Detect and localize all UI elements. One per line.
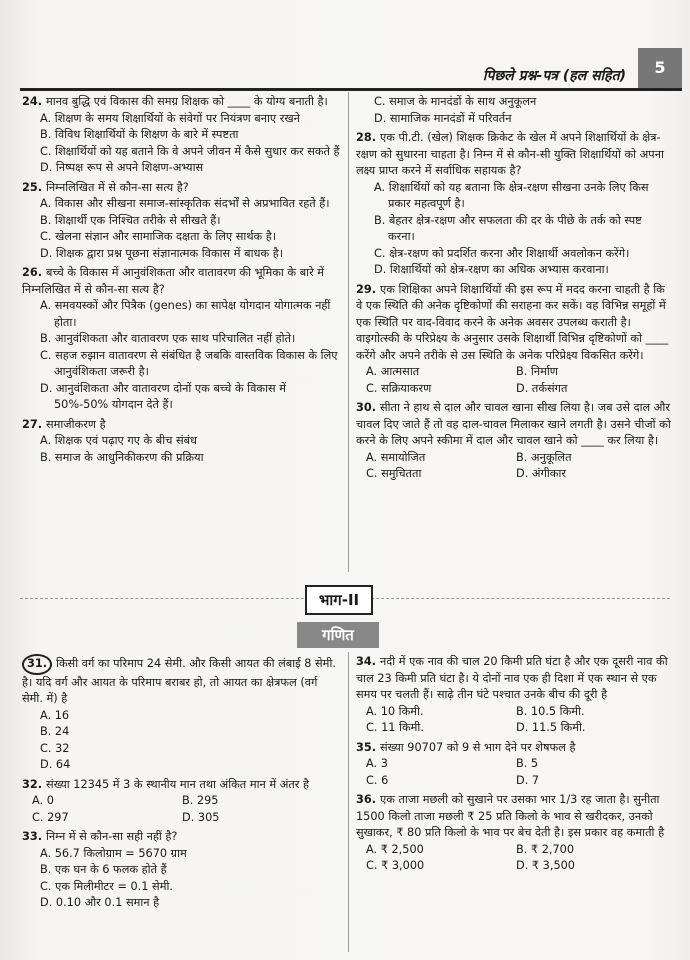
answer-option: A. 0 <box>32 794 54 807</box>
answer-option: D. तर्कसंगत <box>516 381 568 395</box>
answer-option: A. समवयस्कों और पित्रैक (genes) का सापेक्ष योगदान योगात्मक नहीं होता। <box>40 299 331 329</box>
question-stem: समाजीकरण है <box>45 417 106 431</box>
question-block <box>22 654 340 774</box>
answer-option: C. 6 <box>366 773 389 787</box>
answer-option: A. 16 <box>40 708 70 722</box>
question-number: 29. <box>356 282 377 296</box>
answer-option: D. अंगीकार <box>516 467 567 480</box>
question-stem: निम्नलिखित में से कौन-सा सत्य है? <box>45 180 189 194</box>
question-block <box>22 829 340 912</box>
question-stem: मानव बुद्धि एवं विकास की समग्र शिक्षक को ____ के योग्य बनाती है। <box>45 95 328 108</box>
answer-option: D. सामाजिक मानदंडों में परिवर्तन <box>374 111 512 125</box>
right-column-bottom <box>356 654 672 878</box>
question-stem: सीता ने हाथ से दाल और चावल खाना सीख लिया है। जब उसे दाल और चावल दिए जाते हैं तो वह दाल-चावल मिलाकर खाने लगती है। उसने चीजों को करने के लिए अपने स्कीमा में दाल और चावल खाने को ____ कर लिया है। <box>356 401 671 447</box>
answer-option-row <box>366 842 672 859</box>
answer-option: B. आनुवंशिकता और वातावरण एक साथ परिचालित नहीं होते। <box>40 332 296 345</box>
question-stem: निम्न में से कौन-सा सही नहीं है? <box>45 830 178 843</box>
subject-label: गणित <box>297 622 379 648</box>
question-number: 31. <box>22 654 52 675</box>
answer-option: A. 3 <box>366 757 388 770</box>
answer-option: A. 10 किमी. <box>366 704 424 718</box>
answer-option: C. शिक्षार्थियों को यह बताने कि वे अपने जीवन में कैसे सुधार कर सकते हैं <box>40 144 340 158</box>
question-text <box>22 829 340 846</box>
page-header <box>20 58 682 91</box>
answer-option: D. निष्पक्ष रूप से अपने शिक्षण-अभ्यास <box>40 161 204 174</box>
answer-option: B. विविध शिक्षार्थियों के शिक्षण के बारे में स्पष्टता <box>40 128 239 141</box>
question-block <box>356 282 672 398</box>
answer-option-row <box>366 381 672 398</box>
answer-option-row <box>366 364 672 381</box>
answer-option-row <box>366 756 672 773</box>
question-number: 36. <box>356 793 377 806</box>
answer-option-row <box>32 810 340 827</box>
header-title: पिछले प्रश्न-पत्र (हल सहित) <box>482 68 626 84</box>
question-block <box>22 94 340 177</box>
question-text <box>22 265 340 298</box>
answer-option: D. 11.5 किमी. <box>516 721 586 734</box>
question-stem: संख्या 90707 को 9 से भाग देने पर शेषफल है <box>379 740 576 754</box>
question-text <box>356 282 672 365</box>
question-text <box>22 180 340 197</box>
right-column-top <box>356 94 672 486</box>
answer-option: A. विकास और सीखना समाज-सांस्कृतिक संदर्भों से अप्रभावित रहते हैं। <box>40 197 330 210</box>
column-divider-top <box>348 92 349 572</box>
question-text <box>22 777 340 794</box>
question-stem: एक शिक्षिका अपने शिक्षार्थियों की इस रूप में मदद करना चाहती है कि वे एक स्थिति की अनेक दृष्टिकोणों की सराहना कर सकें। वह विभिन्न समूहों में एक स्थिति पर वाद-विवाद करने के अनेक अवसर उपलब्ध कराती है। वाइगोत्स्की के परिप्रेक्ष्य के अनुसार उसके शिक्षार्थी विभिन्न दृष्टिकोणों को ____ करेंगे और अपने तरीके से उस स्थिति के अनेक परिप्रेक्ष्य विकसित करेंगे। <box>356 282 669 362</box>
question-stem: संख्या 12345 में 3 के स्थानीय मान तथा अंकित मान में अंतर है <box>45 777 309 791</box>
question-block <box>356 130 672 279</box>
question-number: 32. <box>22 777 43 791</box>
answer-option: D. शिक्षक द्वारा प्रश्न पूछना संज्ञानात्मक विकास में बाधक है। <box>40 246 283 260</box>
answer-option: C. क्षेत्र-रक्षण को प्रदर्शित करना और शिक्षार्थी अवलोकन करेंगे। <box>374 246 630 260</box>
answer-option-row <box>366 720 672 737</box>
column-divider-bottom <box>348 652 349 952</box>
question-block <box>22 417 340 467</box>
answer-option: D. 7 <box>516 773 540 787</box>
question-stem: बच्चे के विकास में आनुवंशिकता और वातावरण की भूमिका के बारे में निम्नलिखित में से कौन-सा सत्य है? <box>22 266 325 296</box>
answer-option-row <box>366 466 672 483</box>
question-block <box>22 180 340 263</box>
question-stem: किसी वर्ग का परिमाप 24 सेमी. और किसी आयत की लंबाई 8 सेमी. है। यदि वर्ग और आयत के परिमाप बराबर हो, तो आयत का क्षेत्रफल (वर्ग सेमी. में) है <box>22 657 336 705</box>
question-number: 27. <box>22 417 43 431</box>
answer-option: C. 11 किमी. <box>366 721 424 734</box>
answer-option: C. 32 <box>40 741 70 755</box>
answer-option: A. ₹ 2,500 <box>366 842 424 856</box>
question-block <box>356 400 672 483</box>
question-text <box>22 94 340 111</box>
answer-option: D. शिक्षार्थियों को क्षेत्र-रक्षण का अधिक अभ्यास करवाना। <box>374 263 609 276</box>
answer-option: C. सहज रुझान वातावरण से संबंधित है जबकि वास्तविक विकास के लिए आनुवंशिकता जरूरी है। <box>40 348 338 378</box>
question-number: 28. <box>356 131 377 144</box>
answer-option: C. समुचितता <box>366 467 422 480</box>
page-number: 5 <box>638 48 682 88</box>
answer-option: C. सक्रियाकरण <box>366 381 432 395</box>
answer-option: A. समायोजित <box>366 450 426 464</box>
answer-option: B. 5 <box>516 757 539 770</box>
question-block <box>356 654 672 737</box>
answer-option: C. खेलना संज्ञान और सामाजिक दक्षता के लिए सार्थक है। <box>40 230 277 243</box>
question-stem: एक पी.टी. (खेल) शिक्षक क्रिकेट के खेल में अपने शिक्षार्थियों के क्षेत्र-रक्षण को सुधारना चाहता है। निम्न में से कौन-सी युक्ति शिक्षार्थियों को अपना लक्ष्य प्राप्त करने में सर्वाधिक सहायक है? <box>356 131 664 177</box>
answer-option-row <box>366 858 672 875</box>
answer-option: D. 0.10 और 0.1 समान है <box>40 896 160 909</box>
answer-option: B. एक घन के 6 फलक होते हैं <box>40 863 167 876</box>
answer-option-row <box>32 793 340 810</box>
question-text <box>356 740 672 757</box>
question-number: 24. <box>22 95 43 108</box>
answer-option: B. शिक्षार्थी एक निश्चित तरीके से सीखते हैं। <box>40 213 221 227</box>
answer-option: D. 305 <box>182 810 220 824</box>
question-text <box>356 654 672 704</box>
question-number: 26. <box>22 266 43 279</box>
answer-option: B. समाज के आधुनिकीकरण की प्रक्रिया <box>40 450 204 464</box>
answer-option: B. ₹ 2,700 <box>516 842 575 856</box>
question-block <box>356 94 672 127</box>
answer-option: A. 56.7 किलोग्राम = 5670 ग्राम <box>40 846 187 860</box>
question-stem: एक ताजा मछली को सुखाने पर उसका भार 1/3 रह जाता है। सुनीता 1500 किलो ताजा मछली ₹ 25 प्रति किलो के भाव से खरीदकर, उनको सुखाकर, ₹ 80 प्रति किलो के भाव पर बेच देती है। इस प्रकार वह कमाती है <box>356 793 665 839</box>
answer-option: A. शिक्षण के समय शिक्षार्थियों के संवेगों पर नियंत्रण बनाए रखने <box>40 111 300 125</box>
question-text <box>356 792 672 842</box>
left-column-bottom <box>22 654 340 915</box>
part-label: भाग-II <box>305 585 373 615</box>
answer-option: A. शिक्षक एवं पढ़ाए गए के बीच संबंध <box>40 434 197 447</box>
question-block <box>22 265 340 414</box>
answer-option: B. 10.5 किमी. <box>516 704 585 718</box>
answer-option: D. ₹ 3,500 <box>516 859 575 872</box>
answer-option: C. ₹ 3,000 <box>366 859 425 872</box>
question-text <box>22 417 340 434</box>
answer-option: A. आत्मसात <box>366 365 420 378</box>
answer-option-row <box>366 450 672 467</box>
question-number: 33. <box>22 830 43 843</box>
answer-option: B. अनुकूलित <box>516 450 572 464</box>
question-number: 30. <box>356 401 377 414</box>
question-block <box>22 777 340 827</box>
answer-option: D. आनुवंशिकता और वातावरण दोनों एक बच्चे के विकास में 50%-50% योगदान देते हैं। <box>40 381 286 411</box>
question-text <box>356 130 672 180</box>
answer-option: B. 24 <box>40 725 70 738</box>
answer-option: B. बेहतर क्षेत्र-रक्षण और सफलता की दर के पीछे के तर्क को स्पष्ट करना। <box>374 213 642 243</box>
answer-option-row <box>366 773 672 790</box>
answer-option: C. 297 <box>32 810 69 824</box>
question-number: 25. <box>22 180 43 194</box>
question-number: 35. <box>356 740 377 754</box>
answer-option: B. 295 <box>182 794 219 807</box>
question-block <box>356 792 672 875</box>
question-text <box>22 654 340 708</box>
question-number: 34. <box>356 655 377 668</box>
answer-option: C. समाज के मानदंडों के साथ अनुकूलन <box>374 95 537 108</box>
answer-option: D. 64 <box>40 758 71 771</box>
answer-option: A. शिक्षार्थियों को यह बताना कि क्षेत्र-रक्षण सीखना उनके लिए किस प्रकार महत्वपूर्ण है। <box>374 180 649 210</box>
question-stem: नदी में एक नाव की चाल 20 किमी प्रति घंटा है और एक दूसरी नाव की चाल 23 किमी प्रति घंटा है। ये दोनों नाव एक ही दिशा में एक स्थान से एक समय पर चलती हैं। साढ़े तीन घंटे पश्चात उनके बीच की दूरी है <box>356 655 668 701</box>
question-block <box>356 740 672 790</box>
answer-option: B. निर्माण <box>516 365 558 378</box>
left-column-top <box>22 94 340 469</box>
question-text <box>356 400 672 450</box>
answer-option-row <box>366 704 672 721</box>
answer-option: C. एक मिलीमीटर = 0.1 सेमी. <box>40 879 173 893</box>
